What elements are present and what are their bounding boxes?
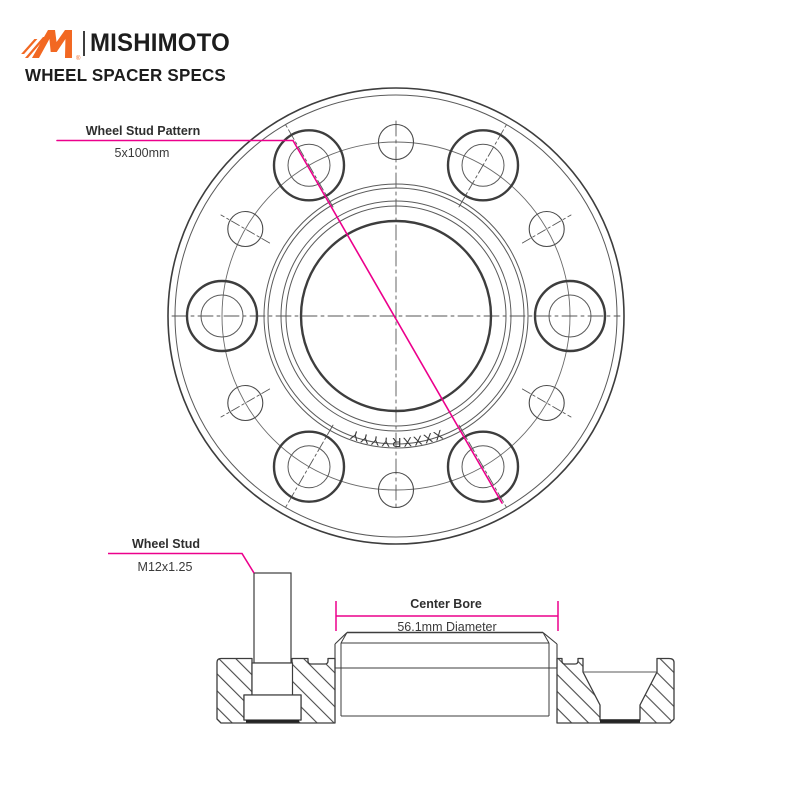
lug-hole-bottom-edge bbox=[600, 719, 640, 722]
wheel-stud-label: Wheel Stud bbox=[131, 537, 201, 551]
section-right-block bbox=[557, 659, 674, 724]
side-view-drawing bbox=[108, 554, 674, 724]
stud-flange bbox=[244, 695, 301, 720]
wheel-stud-value: M12x1.25 bbox=[137, 560, 193, 574]
page-title: WHEEL SPACER SPECS bbox=[25, 65, 226, 85]
engraved-part-number: XXXXRYYYY bbox=[347, 426, 445, 451]
center-bore-label: Center Bore bbox=[410, 597, 482, 611]
hub-profile bbox=[335, 633, 557, 717]
stud-pattern-value: 5x100mm bbox=[114, 146, 170, 160]
centerlines bbox=[172, 121, 620, 511]
center-bore-value: 56.1mm Diameter bbox=[397, 620, 497, 634]
stud-shaft bbox=[254, 573, 291, 663]
stud-press-section bbox=[252, 663, 293, 695]
registered-mark: ® bbox=[76, 56, 81, 62]
brand-name: MISHIMOTO bbox=[90, 29, 230, 57]
wheel-stud bbox=[244, 573, 301, 721]
stud-pattern-label: Wheel Stud Pattern bbox=[85, 124, 201, 138]
